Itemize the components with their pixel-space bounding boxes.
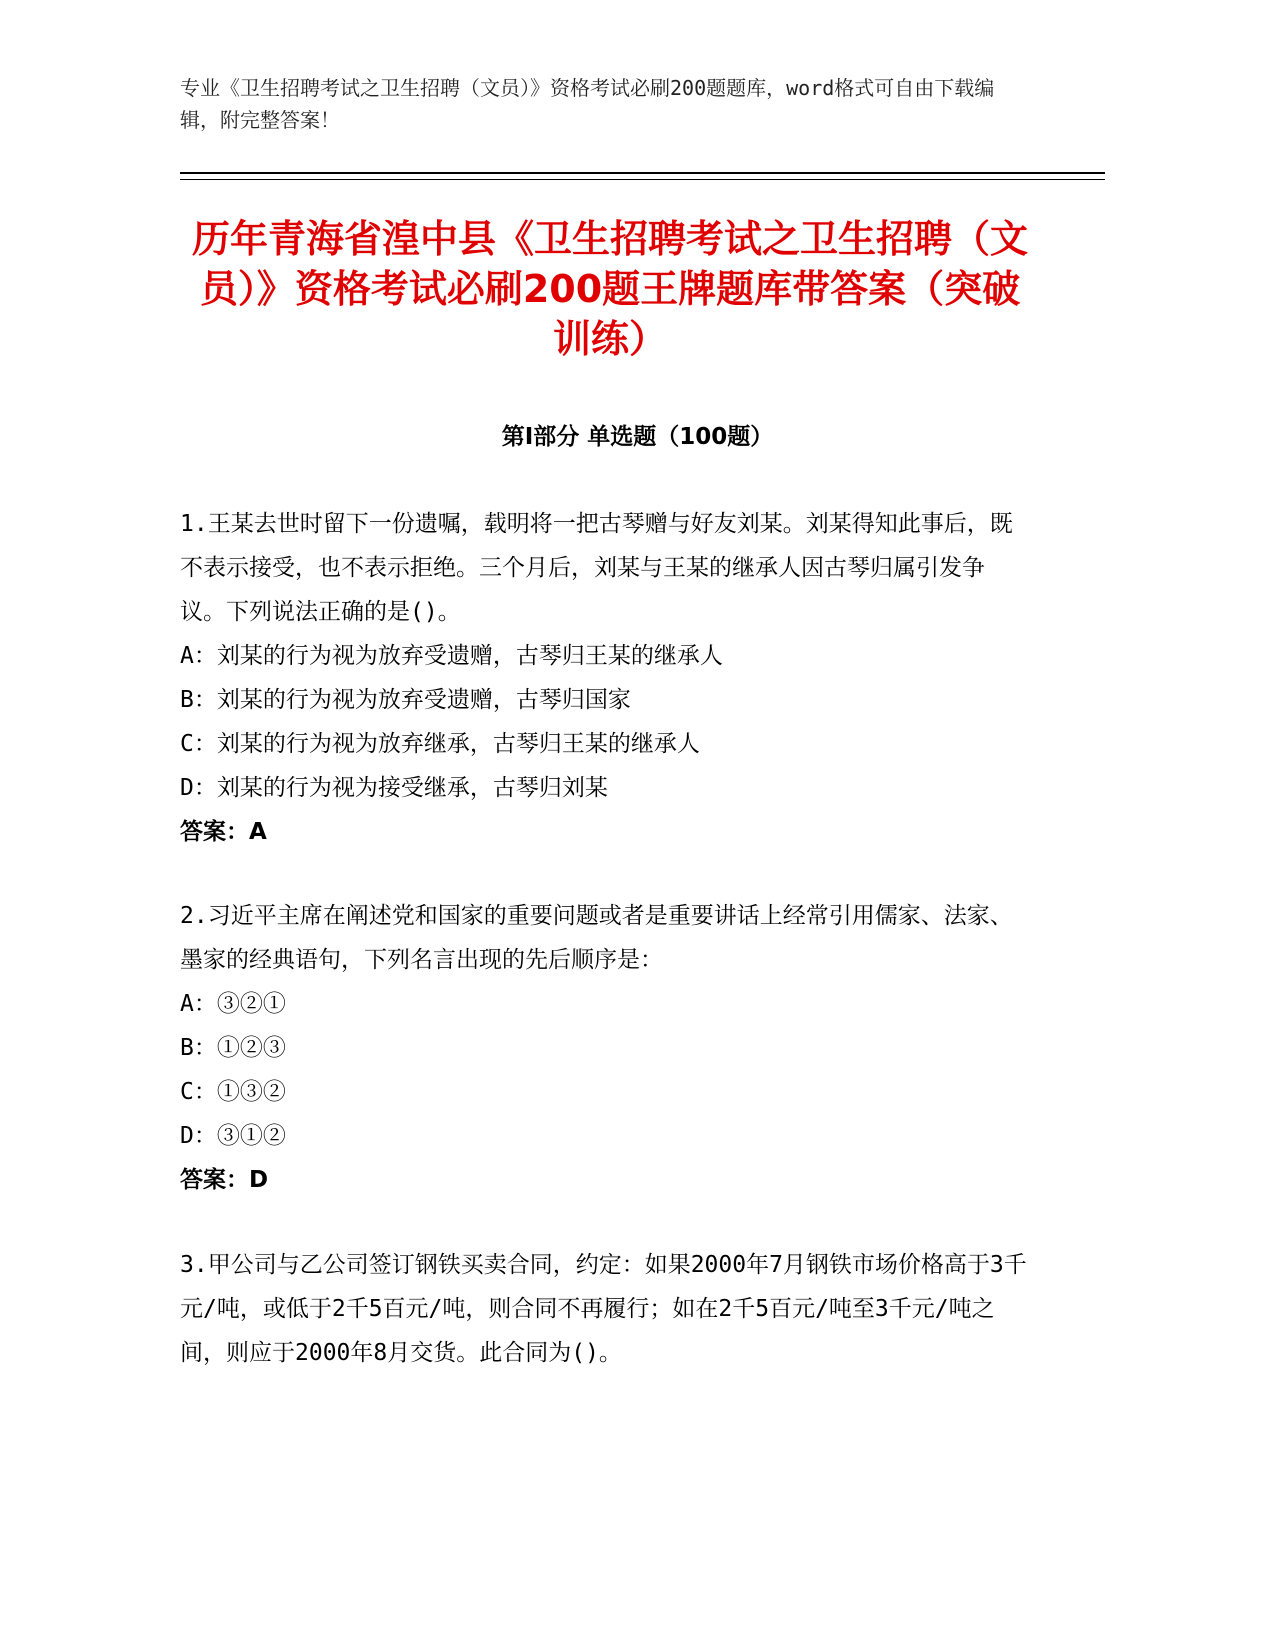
option-d: D：刘某的行为视为接受继承，古琴归刘某	[180, 775, 608, 801]
option-c: C：刘某的行为视为放弃继承，古琴归王某的继承人	[180, 731, 700, 757]
option-b: B：刘某的行为视为放弃受遗赠，古琴归国家	[180, 687, 631, 713]
question-1	[180, 502, 1030, 854]
answer: 答案：A	[180, 819, 267, 845]
option-a: A：③②①	[180, 991, 286, 1017]
option-b: B：①②③	[180, 1035, 286, 1061]
header-rule-thin	[180, 179, 1105, 180]
section-heading: 第Ⅰ部分 单选题（100题）	[501, 424, 774, 450]
answer: 答案：D	[180, 1167, 269, 1193]
option-d: D：③①②	[180, 1123, 286, 1149]
header-rule-thick	[180, 172, 1105, 174]
question-stem: 1.王某去世时留下一份遗嘱，载明将一把古琴赠与好友刘某。刘某得知此事后，既不表示接受，也不表示拒绝。三个月后，刘某与王某的继承人因古琴归属引发争议。下列说法正确的是()。	[180, 511, 1013, 625]
question-stem: 2.习近平主席在阐述党和国家的重要问题或者是重要讲话上经常引用儒家、法家、墨家的经典语句，下列名言出现的先后顺序是：	[180, 903, 1013, 973]
option-c: C：①③②	[180, 1079, 286, 1105]
question-stem: 3.甲公司与乙公司签订钢铁买卖合同，约定：如果2000年7月钢铁市场价格高于3千元/吨，或低于2千5百元/吨，则合同不再履行；如在2千5百元/吨至3千元/吨之间，则应于2000年8月交货。此合同为()。	[180, 1252, 1027, 1366]
document-title: 历年青海省湟中县《卫生招聘考试之卫生招聘（文员）》资格考试必刷200题王牌题库带答案（突破训练）	[191, 217, 1028, 361]
option-a: A：刘某的行为视为放弃受遗赠，古琴归王某的继承人	[180, 643, 723, 669]
question-3	[180, 1243, 1030, 1375]
header-note: 专业《卫生招聘考试之卫生招聘（文员）》资格考试必刷200题题库，word格式可自由下载编辑，附完整答案！	[180, 76, 995, 132]
question-2	[180, 894, 1030, 1202]
